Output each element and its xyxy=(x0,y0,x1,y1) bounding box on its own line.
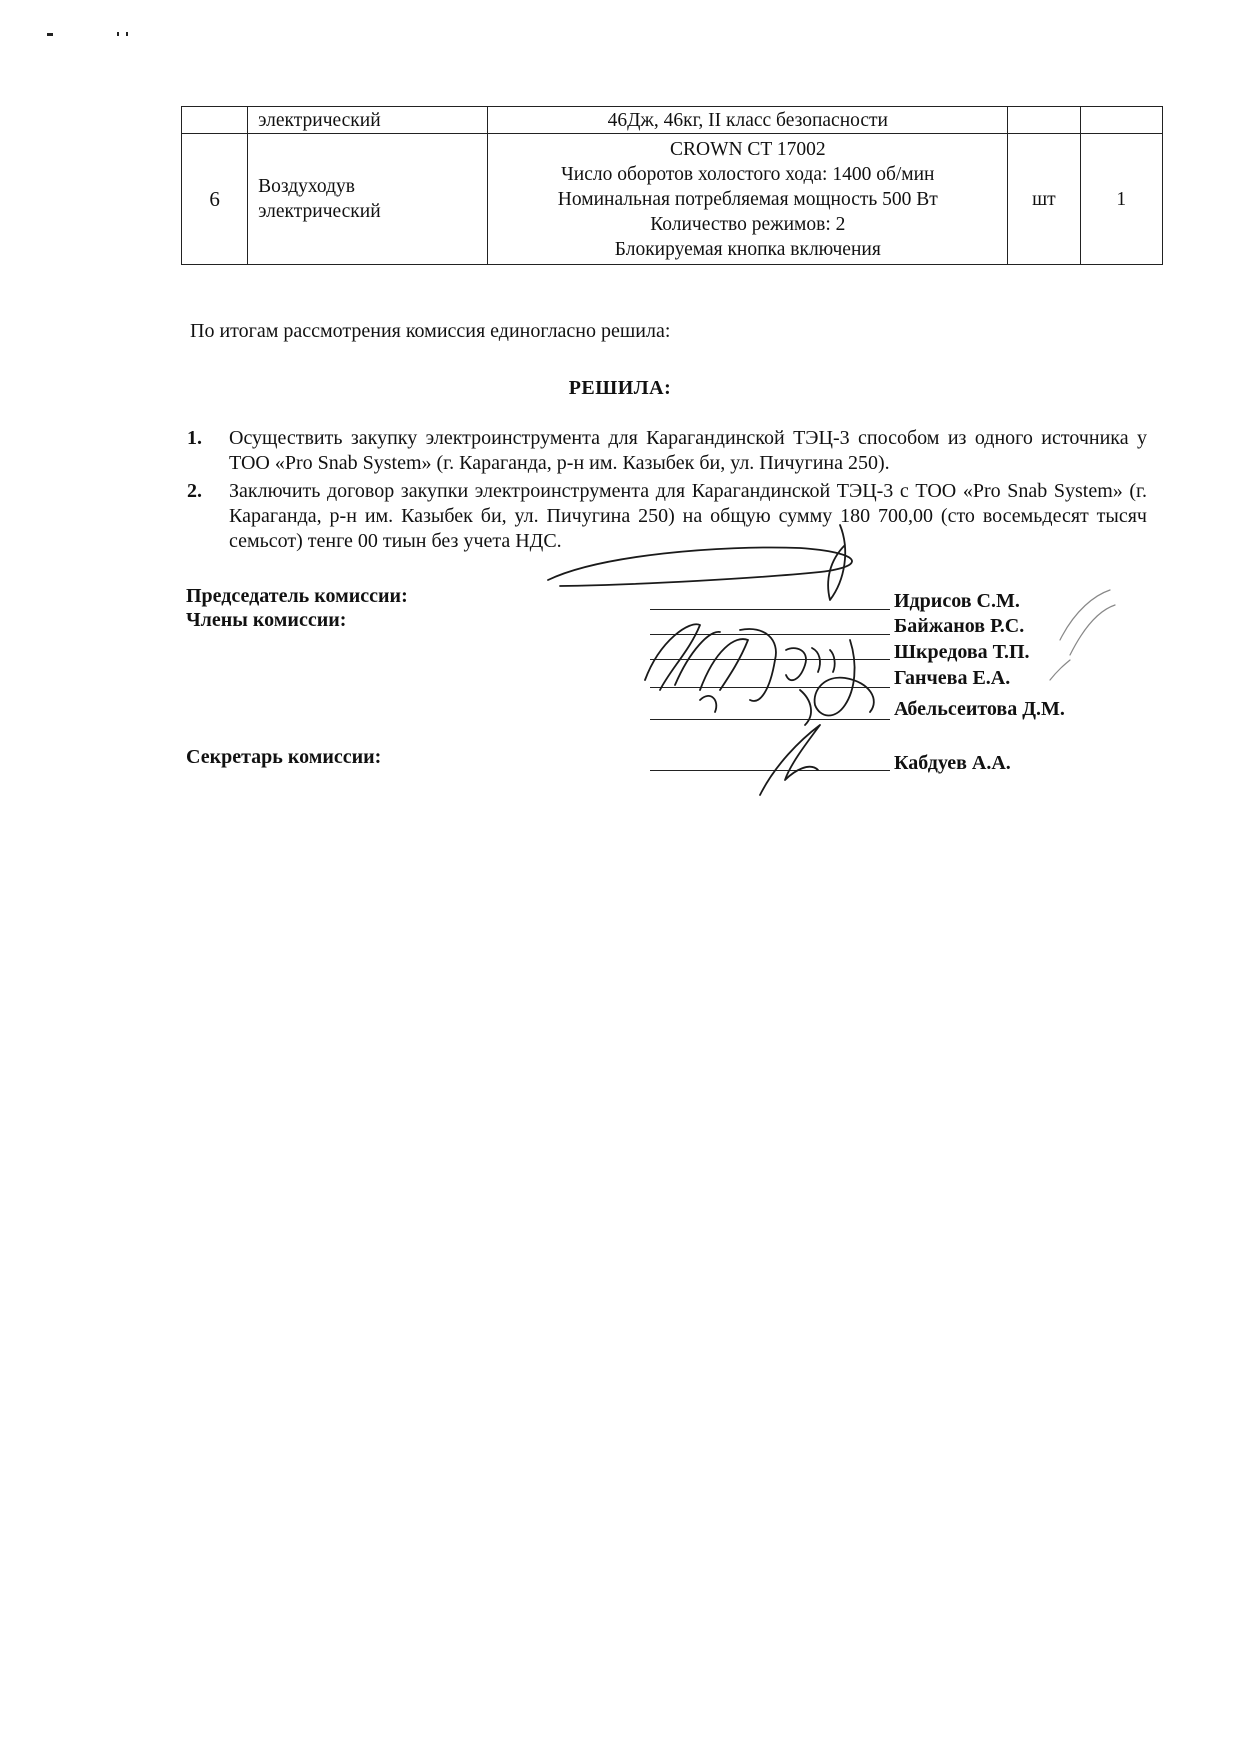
spec-line: Блокируемая кнопка включения xyxy=(614,238,881,260)
signature-line xyxy=(650,634,890,635)
member-name: Ганчева Е.А. xyxy=(894,667,1011,689)
item-unit xyxy=(1008,107,1080,134)
signature-stroke xyxy=(740,629,776,701)
spec-line: Количество режимов: 2 xyxy=(650,213,846,235)
scan-speck xyxy=(117,32,119,36)
decision-intro: По итогам рассмотрения комиссия единогласно решила: xyxy=(190,320,671,342)
signature-line xyxy=(650,609,890,610)
item-name: Воздуходув электрический xyxy=(248,134,488,265)
spec-line: Номинальная потребляемая мощность 500 Вт xyxy=(557,188,938,210)
item-unit: шт xyxy=(1008,134,1080,265)
table-row xyxy=(182,134,1163,265)
signature-stroke xyxy=(760,725,820,795)
item-quantity xyxy=(1080,107,1162,134)
decision-number: 1. xyxy=(187,427,202,449)
decision-text: Заключить договор закупки электроинструмента для Карагандинской ТЭЦ-3 с ТОО «Pro Snab System» (г. Караганда, р-н им. Казыбек би, ул. Пичугина 250) на общую сумму 180 700,00 (сто восемьдесят тысяч семьсот) тенге 00 тиын без учета НДС. xyxy=(229,480,1147,552)
secretary-label: Секретарь комиссии: xyxy=(186,746,382,768)
scan-speck xyxy=(47,33,53,36)
item-spec xyxy=(488,134,1008,265)
signature-stroke xyxy=(815,640,874,716)
decision-item xyxy=(187,479,1147,554)
scan-speck xyxy=(126,32,128,36)
signature-line xyxy=(650,719,890,720)
table-row xyxy=(182,107,1163,134)
signature-line xyxy=(650,659,890,660)
specification-table xyxy=(181,106,1163,265)
decision-item xyxy=(187,426,1147,476)
decision-list xyxy=(187,426,1147,554)
member-name: Шкредова Т.П. xyxy=(894,641,1030,663)
signature-stroke xyxy=(786,648,835,680)
decision-number: 2. xyxy=(187,480,202,502)
item-quantity: 1 xyxy=(1080,134,1162,265)
item-spec xyxy=(488,107,1008,134)
members-label: Члены комиссии: xyxy=(186,609,347,631)
chairman-label: Председатель комиссии: xyxy=(186,585,408,607)
signature-stroke xyxy=(700,696,716,712)
spec-line: Число оборотов холостого хода: 1400 об/мин xyxy=(561,163,935,185)
signature-line xyxy=(650,687,890,688)
row-number: 6 xyxy=(182,134,248,265)
member-name: Абельсеитова Д.М. xyxy=(894,698,1065,720)
chairman-name: Идрисов С.М. xyxy=(894,590,1020,612)
signature-stroke xyxy=(1050,590,1115,680)
member-name: Байжанов Р.С. xyxy=(894,615,1025,637)
spec-line: 46Дж, 46кг, II класс безопасности xyxy=(607,109,888,131)
item-name: электрический xyxy=(248,107,488,134)
signature-line xyxy=(650,770,890,771)
decision-heading: РЕШИЛА: xyxy=(568,377,672,399)
decision-text: Осуществить закупку электроинструмента для Карагандинской ТЭЦ-3 способом из одного источника у ТОО «Pro Snab System» (г. Караганда, р-н им. Казыбек би, ул. Пичугина 250). xyxy=(229,427,1147,474)
row-number xyxy=(182,107,248,134)
secretary-name: Кабдуев А.А. xyxy=(894,752,1011,774)
spec-line: CROWN CT 17002 xyxy=(669,138,826,160)
